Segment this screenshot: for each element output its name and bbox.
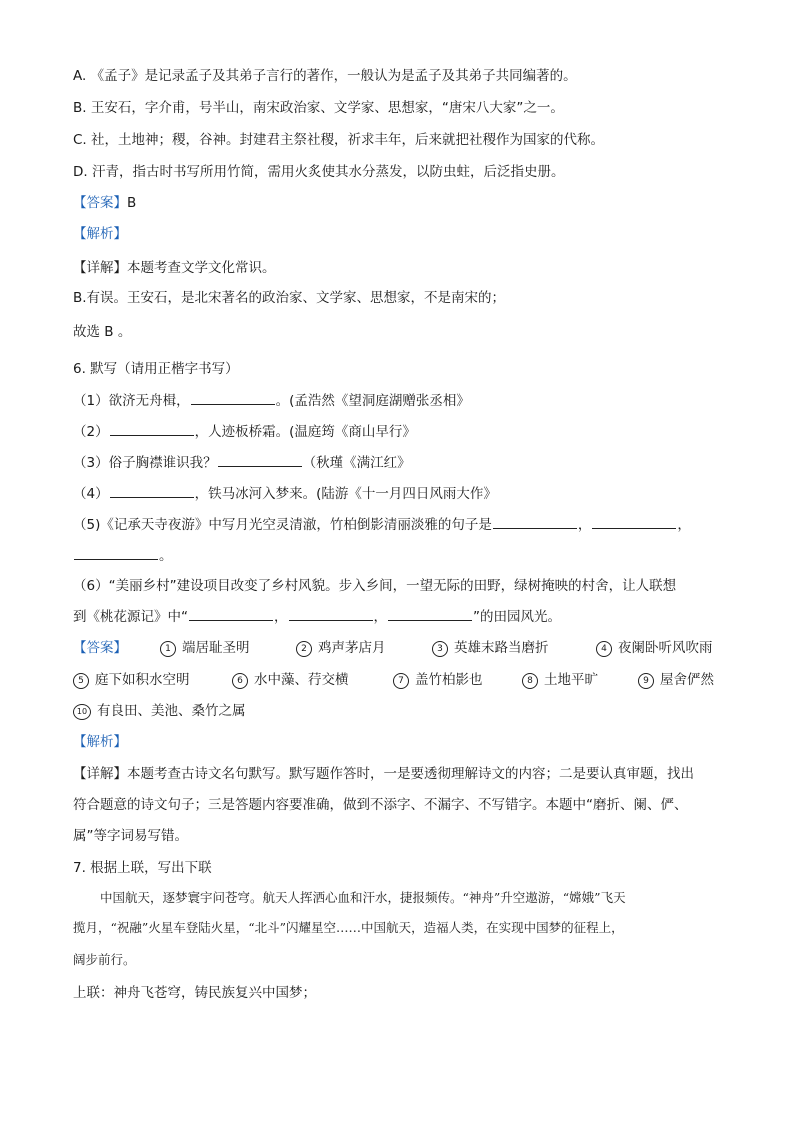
q6-analysis-tag: 【解析】 bbox=[73, 734, 127, 750]
answer-tag: 【答案】 bbox=[73, 195, 127, 211]
q6-answer-tag: 【答案】 bbox=[73, 640, 127, 656]
fill-blank-5[interactable] bbox=[493, 514, 577, 529]
fill-blank-9[interactable] bbox=[289, 606, 373, 621]
answer-item: 2 鸡声茅店月 bbox=[296, 638, 386, 658]
q6-item-3: （3）俗子胸襟谁识我？ （秋瑾《满江红》 bbox=[73, 452, 411, 473]
fill-blank-3[interactable] bbox=[218, 452, 302, 467]
detail-line bbox=[73, 258, 276, 278]
answer-item: 5 庭下如积水空明 bbox=[73, 670, 190, 690]
answer-line bbox=[73, 193, 136, 213]
q6-item-1: （1）欲济无舟楫， 。(孟浩然《望洞庭湖赠张丞相》 bbox=[73, 390, 470, 411]
q6-item-6: （6）“美丽乡村”建设项目改变了乡村风貌。步入乡间，一望无际的田野，绿树掩映的村舍，让人联想 bbox=[73, 578, 677, 594]
answer-item: 4 夜阑卧听风吹雨 bbox=[596, 638, 713, 658]
answer-item: 9 屋舍俨然 bbox=[638, 670, 714, 690]
option-b: B. 王安石，字介甫，号半山，南宋政治家、文学家、思想家，“唐宋八大家”之一。 bbox=[73, 100, 564, 116]
q7-passage-line-2: 揽月，“祝融”火星车登陆火星，“北斗”闪耀星空……中国航天，造福人类，在实现中国梦的征程上， bbox=[73, 920, 624, 935]
answer-item: 1 端居耻圣明 bbox=[160, 638, 250, 658]
option-c: C. 社，土地神；稷，谷神。封建君主祭社稷，祈求丰年，后来就把社稷作为国家的代称。 bbox=[73, 132, 605, 148]
answer-item: 6 水中藻、荇交横 bbox=[232, 670, 349, 690]
fill-blank-10[interactable] bbox=[388, 606, 472, 621]
answer-value: B bbox=[127, 195, 137, 211]
q6-item-6-cont: 到《桃花源记》中“ ， ， ”的田园风光。 bbox=[73, 606, 561, 627]
fill-blank-7[interactable] bbox=[74, 545, 158, 560]
q7-upper-couplet: 上联：神舟飞苍穹，铸民族复兴中国梦； bbox=[73, 985, 316, 1001]
detail-tag: 【详解】 bbox=[73, 260, 127, 276]
analysis-note: B.有误。王安石，是北宋著名的政治家、文学家、思想家，不是南宋的； bbox=[73, 290, 506, 306]
fill-blank-8[interactable] bbox=[189, 606, 273, 621]
answer-item: 7 盖竹柏影也 bbox=[393, 670, 483, 690]
q7-passage-line-1: 中国航天，逐梦寰宇问苍穹。航天人挥洒心血和汗水，捷报频传。“神舟”升空遨游，“嫦娥”飞天 bbox=[100, 890, 626, 905]
q7-passage-line-3: 阔步前行。 bbox=[73, 952, 136, 967]
analysis-tag: 【解析】 bbox=[73, 226, 127, 242]
q6-item-2: （2） ，人迹板桥霜。(温庭筠《商山早行》 bbox=[73, 421, 416, 442]
q6-detail-line-1: 【详解】本题考查古诗文名句默写。默写题作答时，一是要透彻理解诗文的内容；二是要认真审题，找出 bbox=[73, 766, 694, 782]
fill-blank-1[interactable] bbox=[191, 390, 275, 405]
option-a: A. 《孟子》是记录孟子及其弟子言行的著作，一般认为是孟子及其弟子共同编著的。 bbox=[73, 68, 577, 84]
fill-blank-4[interactable] bbox=[110, 483, 194, 498]
q6-title: 6. 默写（请用正楷字书写） bbox=[73, 361, 239, 377]
fill-blank-6[interactable] bbox=[592, 514, 676, 529]
detail-text: 本题考查文学文化常识。 bbox=[127, 260, 276, 276]
q6-detail-line-3: 属”等字词易写错。 bbox=[73, 828, 188, 844]
fill-blank-2[interactable] bbox=[110, 421, 194, 436]
answer-item: 3 英雄末路当磨折 bbox=[432, 638, 549, 658]
q6-detail-line-2: 符合题意的诗文句子；三是答题内容要准确，做到不添字、不漏字、不写错字。本题中“磨折、阑、俨、 bbox=[73, 797, 688, 813]
option-d: D. 汗青，指古时书写所用竹简，需用火炙使其水分蒸发，以防虫蛀，后泛指史册。 bbox=[73, 164, 565, 180]
conclusion: 故选 B 。 bbox=[73, 324, 132, 340]
q6-item-5: （5)《记承天寺夜游》中写月光空灵清澈，竹柏倒影清丽淡雅的句子是 ， ， bbox=[73, 514, 691, 535]
answer-item: 10 有良田、美池、桑竹之属 bbox=[73, 701, 246, 721]
answer-item: 8 土地平旷 bbox=[522, 670, 598, 690]
q7-title: 7. 根据上联，写出下联 bbox=[73, 860, 212, 876]
q6-item-4: （4） ，铁马冰河入梦来。(陆游《十一月四日风雨大作》 bbox=[73, 483, 497, 504]
q6-item-5-cont: 。 bbox=[73, 545, 173, 566]
